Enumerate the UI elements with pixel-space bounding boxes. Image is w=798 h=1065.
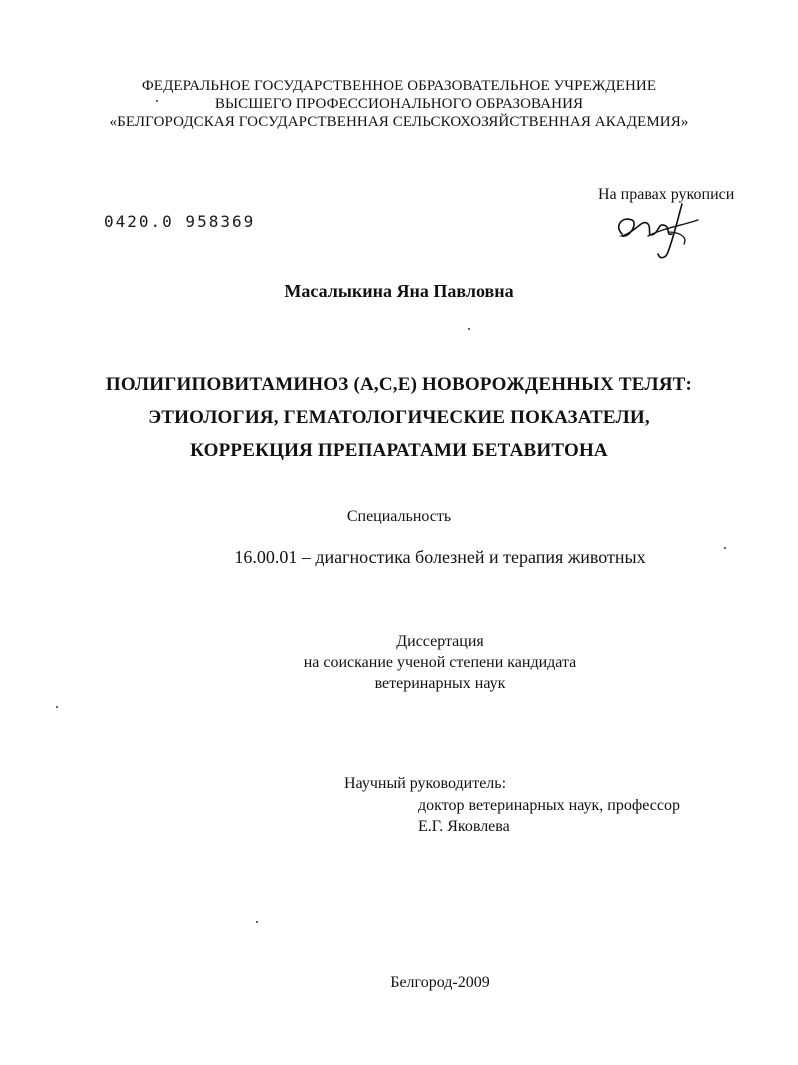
- institution-line-1: ФЕДЕРАЛЬНОЕ ГОСУДАРСТВЕННОЕ ОБРАЗОВАТЕЛЬНОЕ УЧРЕЖДЕНИЕ: [141, 78, 657, 94]
- degree-line-2: на соискание ученой степени кандидата: [303, 654, 577, 671]
- degree-statement: [0, 631, 798, 694]
- scan-speck: [56, 706, 58, 708]
- institution-line-2: ВЫСШЕГО ПРОФЕССИОНАЛЬНОГО ОБРАЗОВАНИЯ: [214, 96, 584, 112]
- document-code: 0420.0 958369: [104, 212, 256, 231]
- signature-icon: [608, 196, 704, 266]
- city-year: Белгород-2009: [390, 974, 490, 991]
- specialty-value: 16.00.01 – диагностика болезней и терапия животных: [234, 547, 646, 567]
- supervisor-label: Научный руководитель:: [344, 775, 507, 792]
- author-name: Масалыкина Яна Павловна: [284, 281, 514, 301]
- supervisor-degree: доктор ветеринарных наук, профессор: [418, 797, 680, 814]
- title-line-1: ПОЛИГИПОВИТАМИНОЗ (А,С,Е) НОВОРОЖДЕННЫХ ТЕЛЯТ:: [105, 374, 693, 395]
- scan-speck: [156, 100, 158, 102]
- supervisor-name: Е.Г. Яковлева: [418, 818, 510, 835]
- title-line-2: ЭТИОЛОГИЯ, ГЕМАТОЛОГИЧЕСКИЕ ПОКАЗАТЕЛИ,: [148, 407, 650, 428]
- scan-speck: [724, 547, 726, 549]
- specialty-label: Специальность: [346, 508, 452, 525]
- scan-speck: [256, 921, 258, 923]
- degree-line-3: ветеринарных наук: [374, 675, 506, 692]
- rights-note: На правах рукописи: [598, 186, 735, 203]
- degree-line-1: Диссертация: [396, 633, 484, 650]
- dissertation-title: [0, 368, 798, 467]
- title-line-3: КОРРЕКЦИЯ ПРЕПАРАТАМИ БЕТАВИТОНА: [190, 440, 608, 461]
- institution-line-3: «БЕЛГОРОДСКАЯ ГОСУДАРСТВЕННАЯ СЕЛЬСКОХОЗЯЙСТВЕННАЯ АКАДЕМИЯ»: [109, 114, 689, 130]
- scan-speck: [468, 328, 470, 330]
- institution-header: [0, 77, 798, 131]
